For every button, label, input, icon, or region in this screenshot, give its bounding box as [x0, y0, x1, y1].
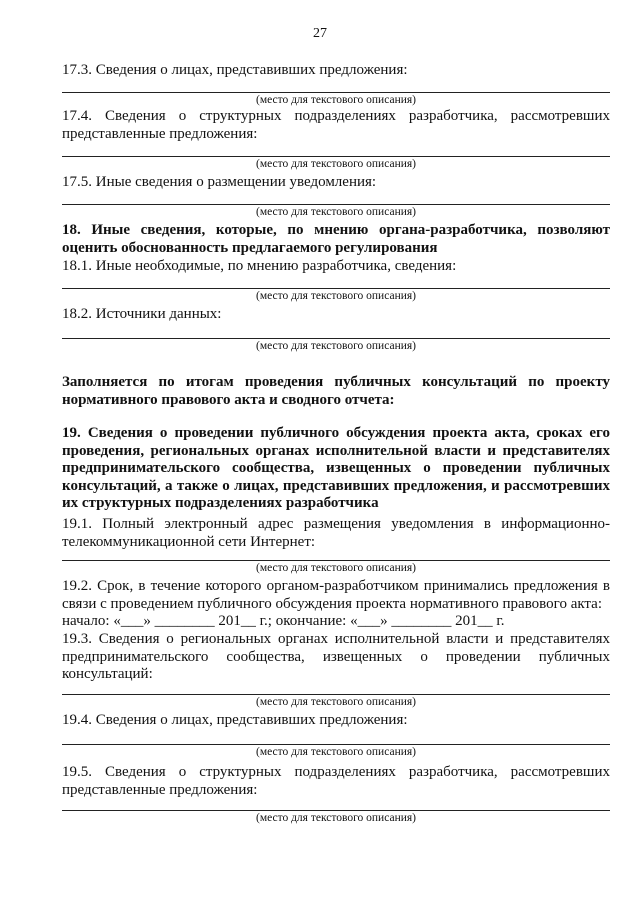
section-19-4: 19.4. Сведения о лицах, представивших предложения:	[62, 712, 408, 728]
section-18-2: 18.2. Источники данных:	[62, 306, 222, 322]
placeholder-caption: (место для текстового описания)	[255, 812, 416, 824]
fill-line	[62, 92, 610, 93]
section-17-4: 17.4. Сведения о структурных подразделениях разработчика, рассмотревших представленные предложения:	[62, 108, 610, 142]
page-number: 27	[313, 26, 327, 41]
placeholder-caption: (место для текстового описания)	[255, 94, 416, 106]
fill-line	[62, 560, 610, 561]
section-19-3: 19.3. Сведения о региональных органах исполнительной власти и представителях предпринимательского сообщества, извещенных о проведении публичных консультаций:	[62, 631, 610, 682]
fill-line	[62, 810, 610, 811]
placeholder-caption: (место для текстового описания)	[255, 562, 416, 574]
fill-line	[62, 338, 610, 339]
placeholder-caption: (место для текстового описания)	[255, 696, 416, 708]
placeholder-caption: (место для текстового описания)	[255, 158, 416, 170]
fill-line	[62, 204, 610, 205]
section-19-5: 19.5. Сведения о структурных подразделениях разработчика, рассмотревших представленные предложения:	[62, 764, 610, 798]
section-17-3: 17.3. Сведения о лицах, представивших предложения:	[62, 62, 408, 78]
section-19-2-dates: начало: «___» ________ 201__ г.; окончание: «___» ________ 201__ г.	[62, 613, 505, 629]
section-19-2: 19.2. Срок, в течение которого органом-разработчиком принимались предложения в связи с проведением публичного обсуждения проекта нормативного правового акта:	[62, 578, 610, 612]
consultation-notice: Заполняется по итогам проведения публичных консультаций по проекту нормативного правового акта и сводного отчета:	[62, 374, 610, 408]
section-17-5: 17.5. Иные сведения о размещении уведомления:	[62, 174, 377, 190]
fill-line	[62, 156, 610, 157]
fill-line	[62, 694, 610, 695]
placeholder-caption: (место для текстового описания)	[255, 340, 416, 352]
placeholder-caption: (место для текстового описания)	[255, 290, 416, 302]
section-18-1: 18.1. Иные необходимые, по мнению разработчика, сведения:	[62, 258, 457, 274]
placeholder-caption: (место для текстового описания)	[255, 746, 416, 758]
section-19-heading: 19. Сведения о проведении публичного обсуждения проекта акта, сроках его проведения, региональных органах исполнительной власти и представителях предпринимательского сообщества, извещенных о проведении публичных консультаций, а также о лицах, представивших предложения, и рассмотревших их структурных подразделениях разработчика	[62, 425, 610, 511]
section-19-1: 19.1. Полный электронный адрес размещения уведомления в информационно-телекоммуникационной сети Интернет:	[62, 516, 610, 550]
fill-line	[62, 744, 610, 745]
section-18-heading: 18. Иные сведения, которые, по мнению органа-разработчика, позволяют оценить обоснованность предлагаемого регулирования	[62, 222, 610, 256]
placeholder-caption: (место для текстового описания)	[255, 206, 416, 218]
fill-line	[62, 288, 610, 289]
